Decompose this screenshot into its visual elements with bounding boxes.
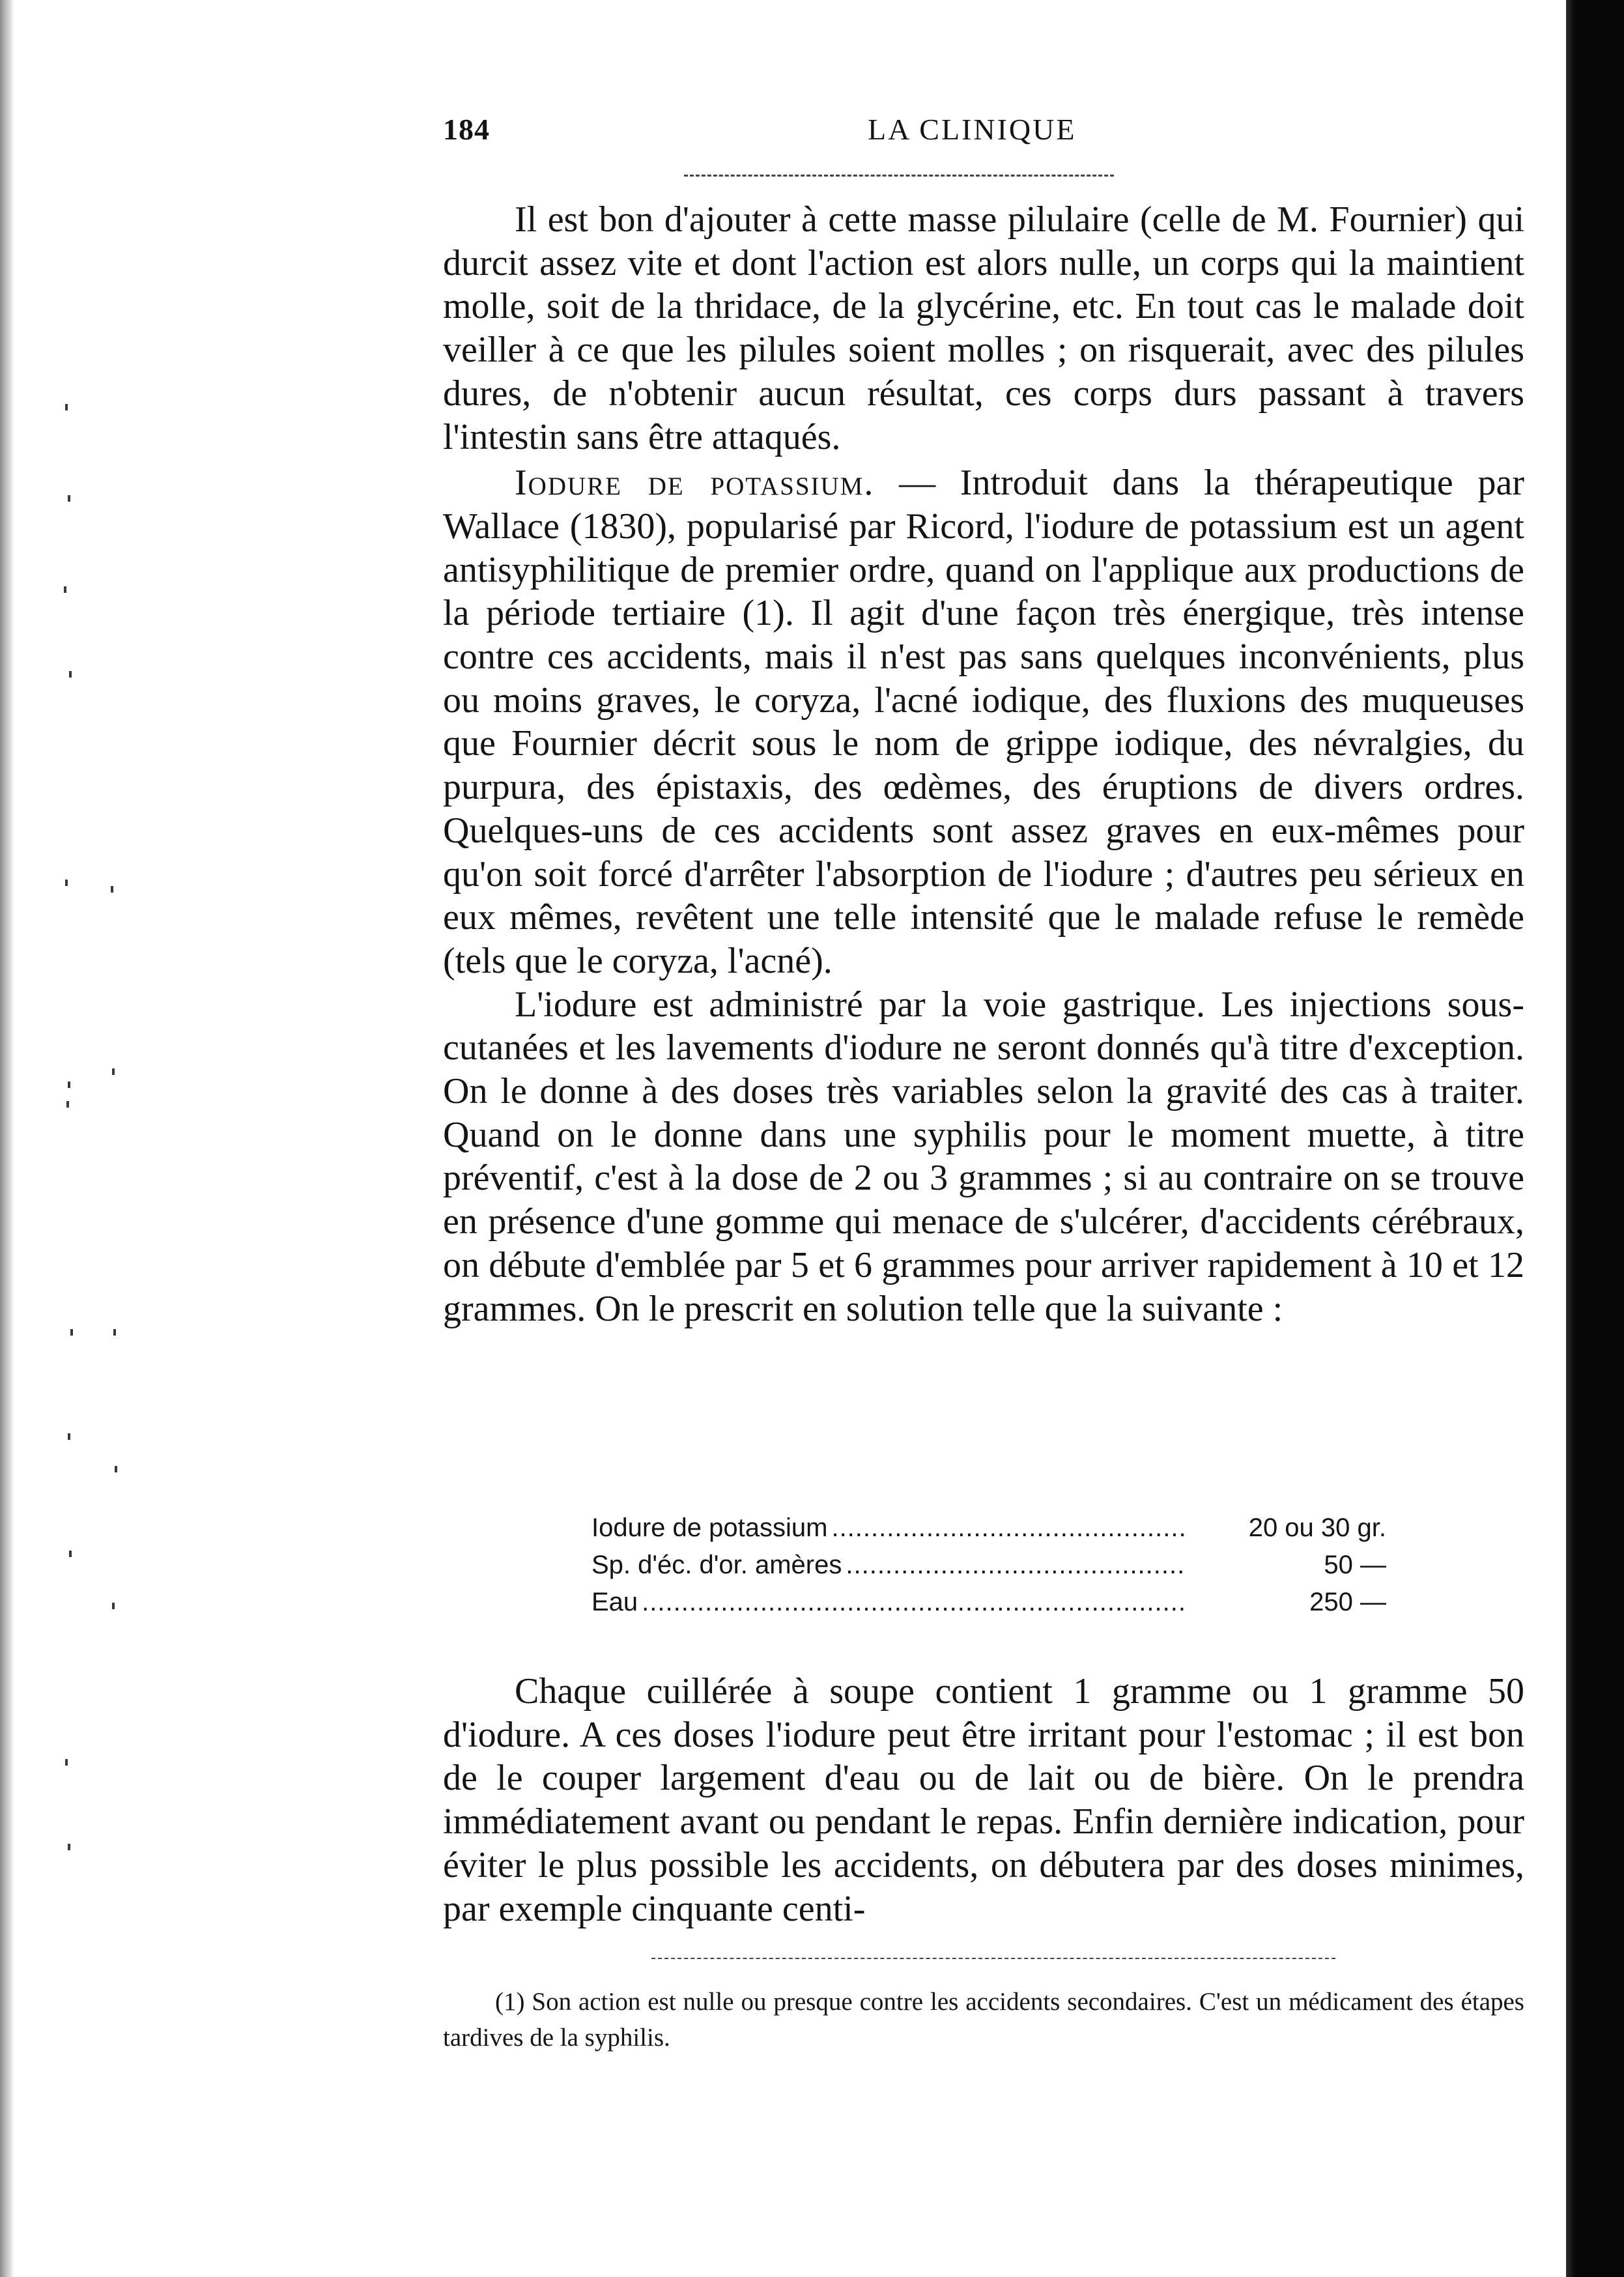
recipe-quantity: 250 — bbox=[1309, 1588, 1386, 1616]
dot-leader bbox=[642, 1584, 1187, 1621]
recipe-row bbox=[591, 1510, 1386, 1547]
scan-binding-shadow bbox=[1566, 0, 1624, 2277]
scan-margin-specks bbox=[39, 0, 124, 2277]
dot-leader bbox=[846, 1547, 1187, 1584]
page-header bbox=[443, 112, 1616, 151]
dot-leader bbox=[831, 1510, 1187, 1547]
paragraph-iodure bbox=[443, 461, 1524, 982]
scan-left-edge bbox=[0, 0, 16, 2277]
recipe-row bbox=[591, 1584, 1386, 1621]
footnote bbox=[443, 1984, 1524, 2055]
footnote-rule bbox=[651, 1958, 1335, 1959]
main-text-continued bbox=[443, 1670, 1524, 1930]
running-title: LA CLINIQUE bbox=[868, 113, 1077, 146]
recipe-ingredient: Iodure de potassium bbox=[591, 1513, 828, 1542]
paragraph-iodure-text: — Introduit dans la thérapeutique par Wallace (1830), popularisé par Ricord, l'iodure de potassium est un agent antisyphilitique de premier ordre, quand on l'applique aux productions de la période tertiaire (1). Il agit d'une façon très énergique, très intense contre ces accidents, mais il n'est pas sans quelques inconvénients, plus ou moins graves, le coryza, l'acné iodique, des fluxions des muqueuses que Fournier décrit sous le nom de grippe iodique, des névralgies, du purpura, des épistaxis, des œdèmes, des éruptions de divers ordres. Quelques-uns de ces accidents sont assez graves en eux-mêmes pour qu'on soit forcé d'arrêter l'absorption de l'iodure ; d'autres peu sérieux en eux mêmes, revêtent une telle intensité que le malade refuse le remède (tels que le coryza, l'acné). bbox=[443, 463, 1524, 981]
header-rule bbox=[684, 175, 1114, 177]
main-text bbox=[443, 198, 1524, 1330]
recipe-quantity: 50 — bbox=[1324, 1551, 1386, 1579]
page-number: 184 bbox=[443, 113, 490, 146]
footnote-text: (1) Son action est nulle ou presque contre les accidents secondaires. C'est un médicament des étapes tardives de la syphilis. bbox=[443, 1988, 1524, 2052]
recipe-table bbox=[591, 1510, 1386, 1621]
paragraph-pilules: Il est bon d'ajouter à cette masse pilulaire (celle de M. Fournier) qui durcit assez vite et dont l'action est alors nulle, un corps qui la maintient molle, soit de la thridace, de la glycérine, etc. En tout cas le malade doit veiller à ce que les pilules soient molles ; on risquerait, avec des pilules dures, de n'obtenir aucun résultat, ces corps durs passant à travers l'intestin sans être attaqués. bbox=[443, 199, 1524, 457]
recipe-ingredient: Sp. d'éc. d'or. amères bbox=[591, 1551, 842, 1579]
section-heading: Iodure de potassium. bbox=[515, 463, 875, 504]
recipe-row bbox=[591, 1547, 1386, 1584]
recipe-quantity: 20 ou 30 gr. bbox=[1248, 1513, 1386, 1542]
paragraph-cuilleree: Chaque cuillérée à soupe contient 1 gramme ou 1 gramme 50 d'iodure. A ces doses l'iodure peut être irritant pour l'estomac ; il est bon de le couper largement d'eau ou de lait ou de bière. On le prendra immédiatement avant ou pendant le repas. Enfin dernière indication, pour éviter le plus possible les accidents, on débutera par des doses minimes, par exemple cinquante centi- bbox=[443, 1671, 1524, 1929]
paragraph-administration: L'iodure est administré par la voie gastrique. Les injections sous-cutanées et les lavements d'iodure ne seront donnés qu'à titre d'exception. On le donne à des doses très variables selon la gravité des cas à traiter. Quand on le donne dans une syphilis pour le moment muette, à titre préventif, c'est à la dose de 2 ou 3 grammes ; si au contraire on se trouve en présence d'une gomme qui menace de s'ulcérer, d'accidents cérébraux, on débute d'emblée par 5 et 6 grammes pour arriver rapidement à 10 et 12 grammes. On le prescrit en solution telle que la suivante : bbox=[443, 984, 1524, 1329]
recipe-ingredient: Eau bbox=[591, 1588, 638, 1616]
